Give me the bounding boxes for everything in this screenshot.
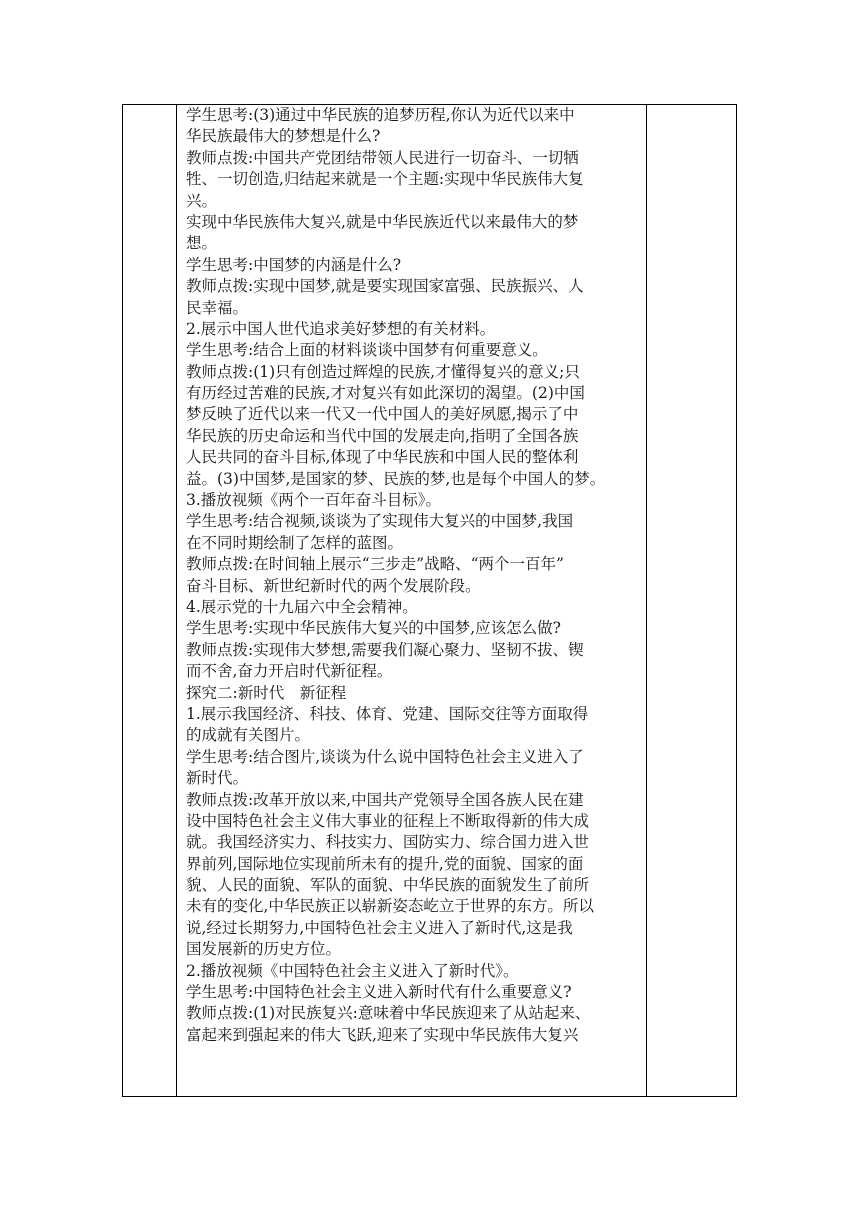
text-line: 3.播放视频《两个一百年奋斗目标》。 [186,491,442,510]
text-line: 牲、一切创造,归结起来就是一个主题:实现中华民族伟大复 [186,170,584,189]
text-line: 教师点拨:(1)对民族复兴:意味着中华民族迎来了从站起来、 [186,1004,591,1023]
text-line: 说,经过长期努力,中国特色社会主义进入了新时代,这是我 [186,918,573,937]
text-line: 华民族的历史命运和当代中国的发展走向,指明了全国各族 [186,426,579,445]
text-line: 新时代。 [186,769,249,788]
text-line: 学生思考:结合上面的材料谈谈中国梦有何重要意义。 [186,341,548,360]
text-line: 学生思考:结合图片,谈谈为什么说中国特色社会主义进入了 [186,747,584,766]
text-line: 益。(3)中国梦,是国家的梦、民族的梦,也是每个中国人的梦。 [186,469,606,488]
text-line: 就。我国经济实力、科技实力、国防实力、综合国力进入世 [186,833,590,852]
text-line: 华民族最伟大的梦想是什么? [186,127,381,146]
text-line: 4.展示党的十九届六中全会精神。 [186,597,418,616]
text-line: 探究二:新时代 新征程 [186,683,347,702]
teaching-process-cell [186,105,642,1046]
text-line: 实现中华民族伟大复兴,就是中华民族近代以来最伟大的梦 [186,212,579,231]
column-divider-right [646,105,647,1096]
text-line: 的成就有关图片。 [186,726,311,745]
lesson-table [122,104,737,1097]
text-line: 兴。 [186,191,218,210]
text-line: 奋斗目标、新世纪新时代的两个发展阶段。 [186,576,481,595]
text-line: 人民共同的奋斗目标,体现了中华民族和中国人民的整体利 [186,448,579,467]
column-divider-left [176,105,177,1096]
text-line: 学生思考:实现中华民族伟大复兴的中国梦,应该怎么做? [186,619,561,638]
text-line: 设中国特色社会主义伟大事业的征程上不断取得新的伟大成 [186,811,590,830]
text-line: 教师点拨:实现伟大梦想,需要我们凝心聚力、坚韧不拔、锲 [186,640,584,659]
text-line: 梦反映了近代以来一代又一代中国人的美好夙愿,揭示了中 [186,405,579,424]
text-line: 民幸福。 [186,298,249,317]
text-line: 教师点拨:中国共产党团结带领人民进行一切奋斗、一切牺 [186,148,579,167]
text-line: 有历经过苦难的民族,才对复兴有如此深切的渴望。(2)中国 [186,384,585,403]
text-line: 教师点拨:改革开放以来,中国共产党领导全国各族人民在建 [186,790,584,809]
text-line: 2.展示中国人世代追求美好梦想的有关材料。 [186,319,496,338]
text-line: 在不同时期绘制了怎样的蓝图。 [186,533,404,552]
text-line: 想。 [186,234,218,253]
text-line: 学生思考:(3)通过中华民族的追梦历程,你认为近代以来中 [186,106,575,124]
text-line: 教师点拨:在时间轴上展示“三步走”战略、“两个一百年” [186,555,564,574]
text-line: 未有的变化,中华民族正以崭新姿态屹立于世界的东方。所以 [186,897,594,916]
text-line: 学生思考:中国梦的内涵是什么? [186,255,402,274]
text-line: 学生思考:中国特色社会主义进入新时代有什么重要意义? [186,983,572,1002]
text-line: 国发展新的历史方位。 [186,940,342,959]
text-line: 教师点拨:实现中国梦,就是要实现国家富强、民族振兴、人 [186,277,584,296]
text-line: 富起来到强起来的伟大飞跃,迎来了实现中华民族伟大复兴 [186,1025,579,1044]
text-line: 貌、人民的面貌、军队的面貌、中华民族的面貌发生了前所 [186,876,590,895]
text-line: 教师点拨:(1)只有创造过辉煌的民族,才懂得复兴的意义;只 [186,362,580,381]
text-line: 界前列,国际地位实现前所未有的提升,党的面貌、国家的面 [186,854,584,873]
text-line: 2.播放视频《中国特色社会主义进入了新时代》。 [186,961,519,980]
text-line: 而不舍,奋力开启时代新征程。 [186,662,393,681]
text-line: 学生思考:结合视频,谈谈为了实现伟大复兴的中国梦,我国 [186,512,574,531]
text-line: 1.展示我国经济、科技、体育、党建、国际交往等方面取得 [186,704,589,723]
